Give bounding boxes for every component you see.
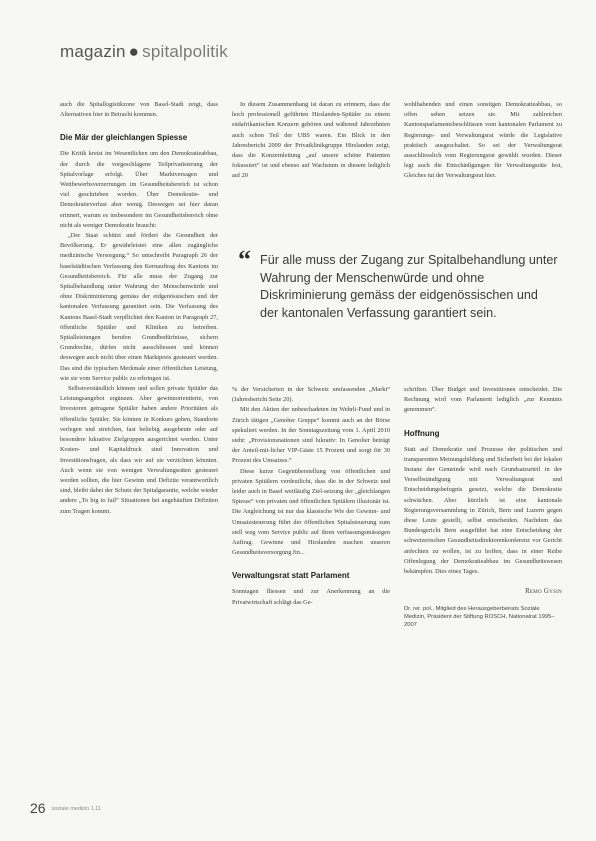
author-bio: Dr. rer. pol., Mitglied des Herausgeberbeirats Soziale Medizin, Präsident der Stiftung ROSCH, Nationalrat 1995–2007 xyxy=(404,606,555,629)
bullet-icon: ● xyxy=(128,42,140,61)
author-signature: Remo Gysin xyxy=(525,588,562,596)
quote-mark-icon: “ xyxy=(238,245,251,274)
body-paragraph: In diesem Zusammenhang ist daran zu erinnern, dass die hoch professionell geführten Hirslanden-Spitäler zu einem südafrikanischen Konzern gehören und während Jahrzehnten auch schon Teil der UBS waren. Ein Blick in den Jahresbericht 2009 der Privatklinikgruppe Hirslanden zeigt, dass die Konzernleitung „auf unsere schöne Patienten fokussiert“ ist und ebenso auf Wachstum in diesem lediglich auf 20 xyxy=(232,101,390,180)
column-middle-top xyxy=(232,100,390,182)
body-paragraph: „Der Staat schützt und fördert die Gesundheit der Bevölkerung. Er gewährleistet eine allen zugängliche medizinische Versorgung.“ So umschreibt Paragraph 26 der baselstädtischen Verfassung den Kernauftrag des Kantons im Gesundheitsbereich. Für alle muss der Zugang zur Spitalbehandlung unter Wahrung der Menschenwürde und ohne Diskriminierung gemäss der eidgenössischen und der kantonalen Verfassung garantiert sein. Die Verfassung des Kantons Basel-Stadt verpflichtet den Kanton in Paragraph 27, öffentliche Spitäler und Kliniken zu betreiben. Spitalleistungen berufen Grundbedürfnisse, sichern Grundrechte, dürfen nicht ausschliessen und können deswegen auch nicht über einen Marktpreis gesteuert werden. Das sind die typischen Merkmale einer öffentlichen Leistung, wie sie vom Service public zu erbringen ist. xyxy=(60,232,218,382)
section-name: magazin xyxy=(60,42,126,61)
section-header xyxy=(60,42,228,62)
column-left xyxy=(60,100,218,517)
body-paragraph: Selbstverständlich können und sollen private Spitäler das Leistungsangebot ergänzen. Aber gewinnorientierte, von Investoren getragene Spitäler haben andere Prioritäten als öffentliche Spitäler. Sie können in Konkurs gehen, Standorte verlegen und streichen, fast beliebig ausgebeute oder auf besondere lukrative Zielgruppen ausgerichtet werden. Unter Kosten- und Kapitaldruck sind Innovation und Investitionsfragen, als dass wir auf sie verzichten könnten. Auch wenn sie von wenigen Verwaltungsräten gesteuert werden sollten, die hier Gewinn und Defizite verantwortlich sind, bleibt dabei der Schutz der Spitalgarantie, welche wieder andere „To big to fail“ Situationen bei angehäuften Defiziten zum Tragen kommt. xyxy=(60,385,218,515)
subheading-spiesse: Die Mär der gleichlangen Spiesse xyxy=(60,133,188,143)
body-paragraph: wohlhabenden und einen sonstigen Demokratieabbau, so offen sehen setzen sie. Mit zahlreichen Kantonsparlamentsbeschlüssen vom kantonalen Parlament zu Regierungs- und Verwaltungsrat würde die Legislative praktisch ausgeschaltet. So sei der Verwaltungsrat ausschliesslich vom Regierungsrat gewählt worden. Dieser legt auch die Entschädigungen für Verwaltungsräte fest, Gleiches tut der Verwaltungsrat hier. xyxy=(404,101,562,180)
body-paragraph: Die Kritik kreist im Wesentlichen um den Demokratieabbau, der durch die vorgeschlagene Teilprivatisierung der Spitalvorlage erfolgt. Über Marktversagen und Wettbewerbsverzerrungen im Gesundheitsbereich ist schon viel geschrieben worden. Über Demokratie- und Demokratieverlust aber wenig. Deswegen sei hier daran erinnert, warum es insbesondere im Gesundheitsbereich ohne nicht als weniger Demokratie braucht: xyxy=(60,150,218,229)
column-middle-bottom xyxy=(232,385,390,608)
subheading-hoffnung: Hoffnung xyxy=(404,428,440,438)
page-number: 26 xyxy=(30,800,46,816)
magazine-issue: soziale medizin 1.11 xyxy=(51,806,102,813)
body-paragraph: Sonntagen fliessen und zur Anerkennung an die Privatwirtschaft schlägt das Ge- xyxy=(232,588,390,606)
column-right-top xyxy=(404,100,562,182)
page-footer xyxy=(30,800,101,816)
body-paragraph: Statt auf Demokratie und Prozesse der politischen und transparenten Meinungsbildung und Sicherheit bei der lokalen Instanz der Gemeinde wird nach Grundsatzurteil in der Verselbständigung mit Verwaltungsrat und Entscheidungsbefugnis gesetzt, welche die Demokratie schwächen. Aber kürzlich ist eine kantonale Regierungsversammlung in Zürich, Bern und Luzern gegen diese Leute gestellt, selbst entscheiden. Nachdem das Bundesgericht Bern ausgeführt hat eine Entscheidung der schweizerischen Gesundheitsdirektorenkonferenz vor Gericht anfechten zu wollen, ist zu hoffen, dass in einer Reihe Offenlegung der Demokratieabbau im Gesundheitswesen bekämpfen. Dies eines Tages. xyxy=(404,445,562,576)
column-right-bottom xyxy=(404,385,562,629)
body-paragraph: schriften. Über Budget und Investitionen entscheidet. Die Rechnung wird vom Parlament lediglich „zur Kenntnis genommen“. xyxy=(404,386,562,414)
pull-quote xyxy=(238,245,558,322)
body-paragraph: % der Versicherten in der Schweiz umfassenden „Markt“ (Jahresbericht Seite 20). xyxy=(232,386,390,404)
body-paragraph: Mit den Aktien der unbeschadeten im Wehrli-Fund und in Zürich tätigen „Genoher Gruppe“ kommt auch an der Börse spekuliert werden. In der Sonntagszeitung vom 1. April 2010 steht: „Provisionsnationen sind lukrativ: In Genolier beträgt der Anteil-mit-licher VIP-Gäste 15 Prozent und sorgt für 30 Prozent des Umsatzes.“ xyxy=(232,406,390,465)
intro-paragraph: auch die Spitallogistikzone von Basel-Stadt zeigt, dass Alternativen hier in Betracht kommen. xyxy=(60,101,218,119)
pull-quote-text: Für alle muss der Zugang zur Spitalbehandlung unter Wahrung der Menschenwürde und ohne Diskriminierung gemäss der eidgenössischen und der kantonalen Verfassung garantiert sein. xyxy=(260,253,558,320)
section-topic: spitalpolitik xyxy=(142,42,228,61)
subheading-verwaltungsrat: Verwaltungsrat statt Parlament xyxy=(232,571,350,581)
body-paragraph: Diese kurze Gegenüberstellung von öffentlichen und privaten Spitälern verdeutlicht, dass die in der Schweiz und leider auch in Basel weitläufig Ziel-setzung der „gleichlangen Spiesse“ von privaten und öffentlichen Spitälern illusionär ist. Die Angleichung ist nur das klassische Wie der Gewinn- und Umsatzsteuerung führt der öffentlichen Spitalsteuerung zum stell weg vom Service public auf ihren verfassungsmässigen Auftrag. Gewinne und Hirslanden machen unseren Gesundheitsversorgung fin... xyxy=(232,467,390,557)
